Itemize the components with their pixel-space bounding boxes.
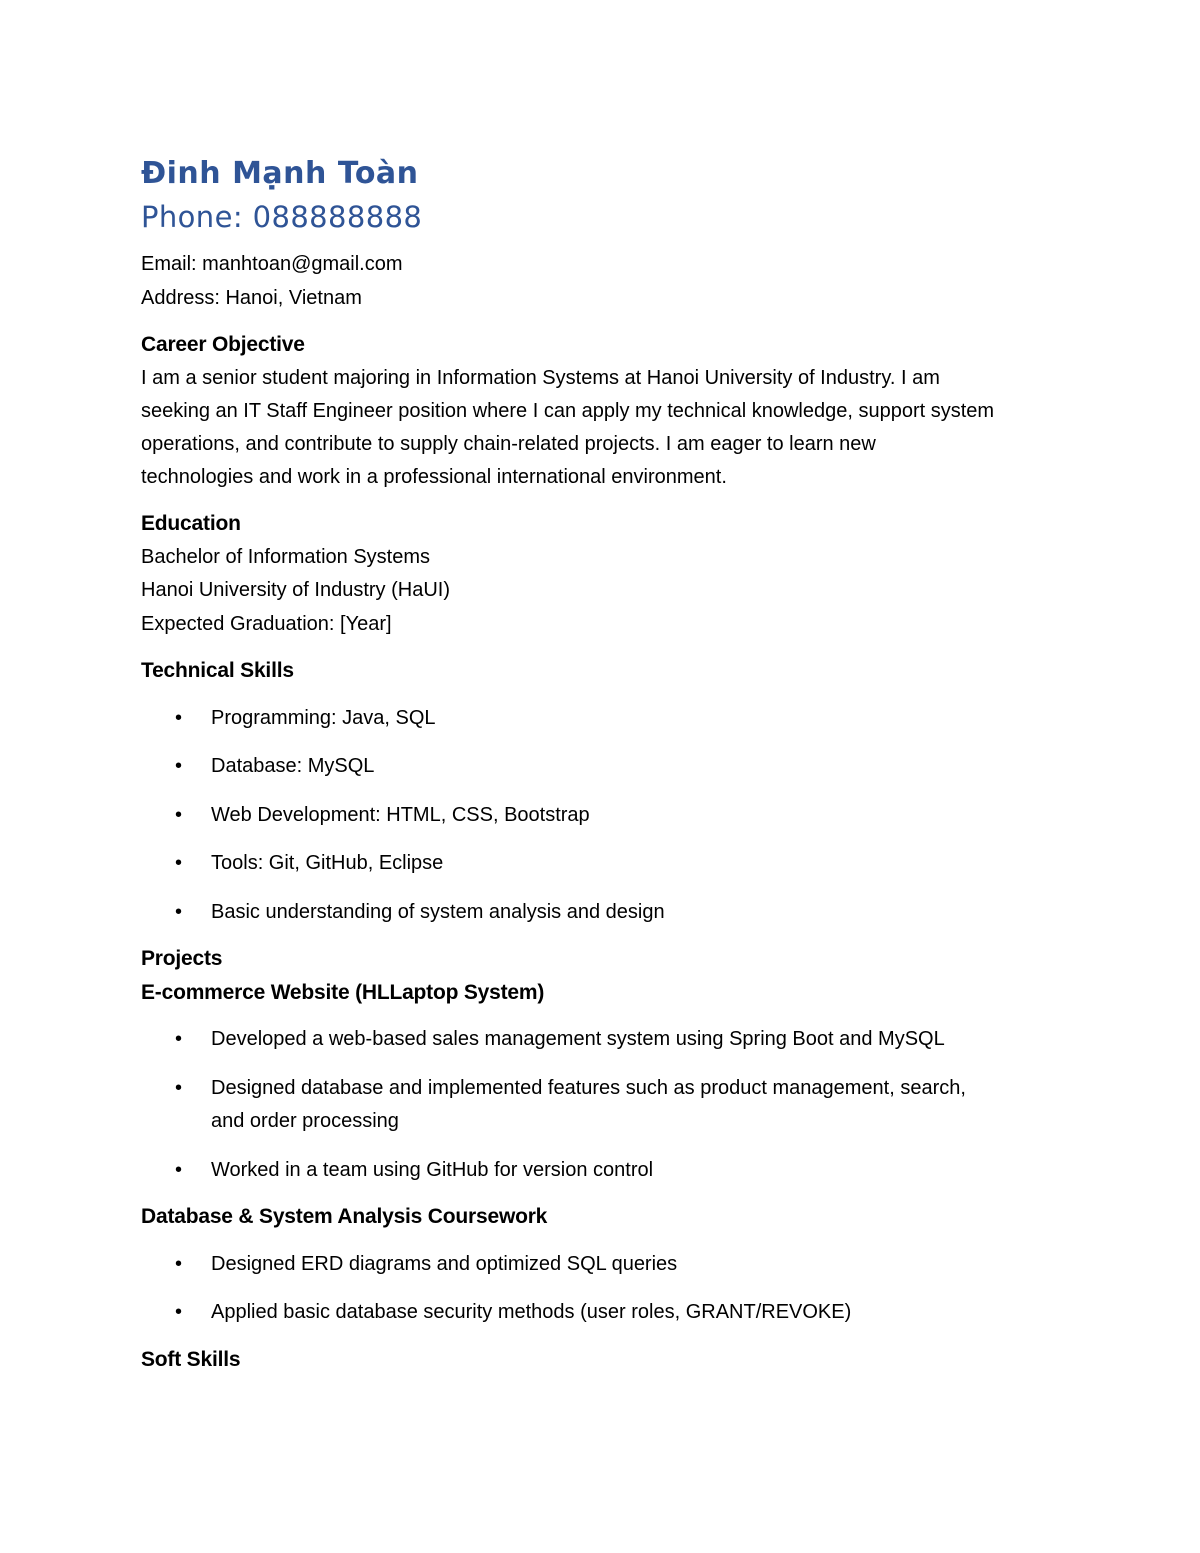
list-item-text: Designed database and implemented features such as product management, search, (211, 1076, 966, 1099)
project-items-list (141, 1023, 1071, 1187)
list-item-text: Applied basic database security methods (user roles, GRANT/REVOKE) (211, 1301, 852, 1324)
list-item-text: Developed a web-based sales management system using Spring Boot and MySQL (211, 1028, 945, 1051)
bullet-icon: • (175, 852, 183, 875)
list-item (141, 702, 1071, 736)
career-objective-heading: Career Objective (141, 333, 305, 356)
education-degree: Bachelor of Information Systems (141, 545, 431, 568)
list-item-text: Basic understanding of system analysis and design (211, 900, 665, 923)
project-title: Database & System Analysis Coursework (141, 1205, 548, 1229)
person-name: Đinh Mạnh Toàn (141, 156, 419, 191)
technical-skills-heading: Technical Skills (141, 659, 294, 683)
list-item (141, 1248, 1071, 1282)
list-item (141, 1296, 1071, 1330)
list-item-text: Tools: Git, GitHub, Eclipse (211, 852, 444, 875)
project-title: E-commerce Website (HLLaptop System) (141, 980, 545, 1004)
list-item (141, 896, 1071, 930)
bullet-icon: • (175, 803, 183, 826)
list-item (141, 799, 1071, 833)
list-item-text: Web Development: HTML, CSS, Bootstrap (211, 803, 590, 826)
career-objective-line: technologies and work in a professional international environment. (141, 466, 727, 489)
education-heading: Education (141, 512, 241, 536)
list-item-text: Database: MySQL (211, 755, 375, 778)
phone-line: Phone: 088888888 (141, 200, 423, 234)
education-graduation: Expected Graduation: [Year] (141, 612, 392, 635)
email-line: Email: manhtoan@gmail.com (141, 253, 403, 275)
list-item-text: Designed ERD diagrams and optimized SQL queries (211, 1252, 678, 1275)
education-school: Hanoi University of Industry (HaUI) (141, 579, 450, 602)
list-item (141, 847, 1071, 881)
address-line: Address: Hanoi, Vietnam (141, 286, 362, 309)
bullet-icon: • (175, 900, 183, 923)
technical-skills-list (141, 702, 1071, 930)
list-item (141, 1154, 1071, 1188)
list-item (141, 750, 1071, 784)
career-objective-line: operations, and contribute to supply chain-related projects. I am eager to learn new (141, 432, 876, 455)
list-item-text: Worked in a team using GitHub for version control (211, 1158, 654, 1181)
list-item (141, 1023, 1071, 1057)
career-objective-line: I am a senior student majoring in Information Systems at Hanoi University of Industry. I am (141, 366, 940, 389)
bullet-icon: • (175, 755, 183, 778)
bullet-icon: • (175, 706, 183, 729)
list-item-text: Programming: Java, SQL (211, 706, 436, 729)
bullet-icon: • (175, 1301, 183, 1324)
bullet-icon: • (175, 1076, 183, 1099)
list-item (141, 1072, 1071, 1139)
list-item-text-continued: and order processing (211, 1110, 399, 1133)
bullet-icon: • (175, 1158, 183, 1181)
projects-heading: Projects (141, 947, 223, 971)
bullet-icon: • (175, 1028, 183, 1051)
project-items-list (141, 1248, 1071, 1330)
career-objective-line: seeking an IT Staff Engineer position where I can apply my technical knowledge, support system (141, 399, 995, 422)
soft-skills-heading: Soft Skills (141, 1347, 241, 1371)
resume-content (141, 152, 1071, 1376)
bullet-icon: • (175, 1252, 183, 1275)
